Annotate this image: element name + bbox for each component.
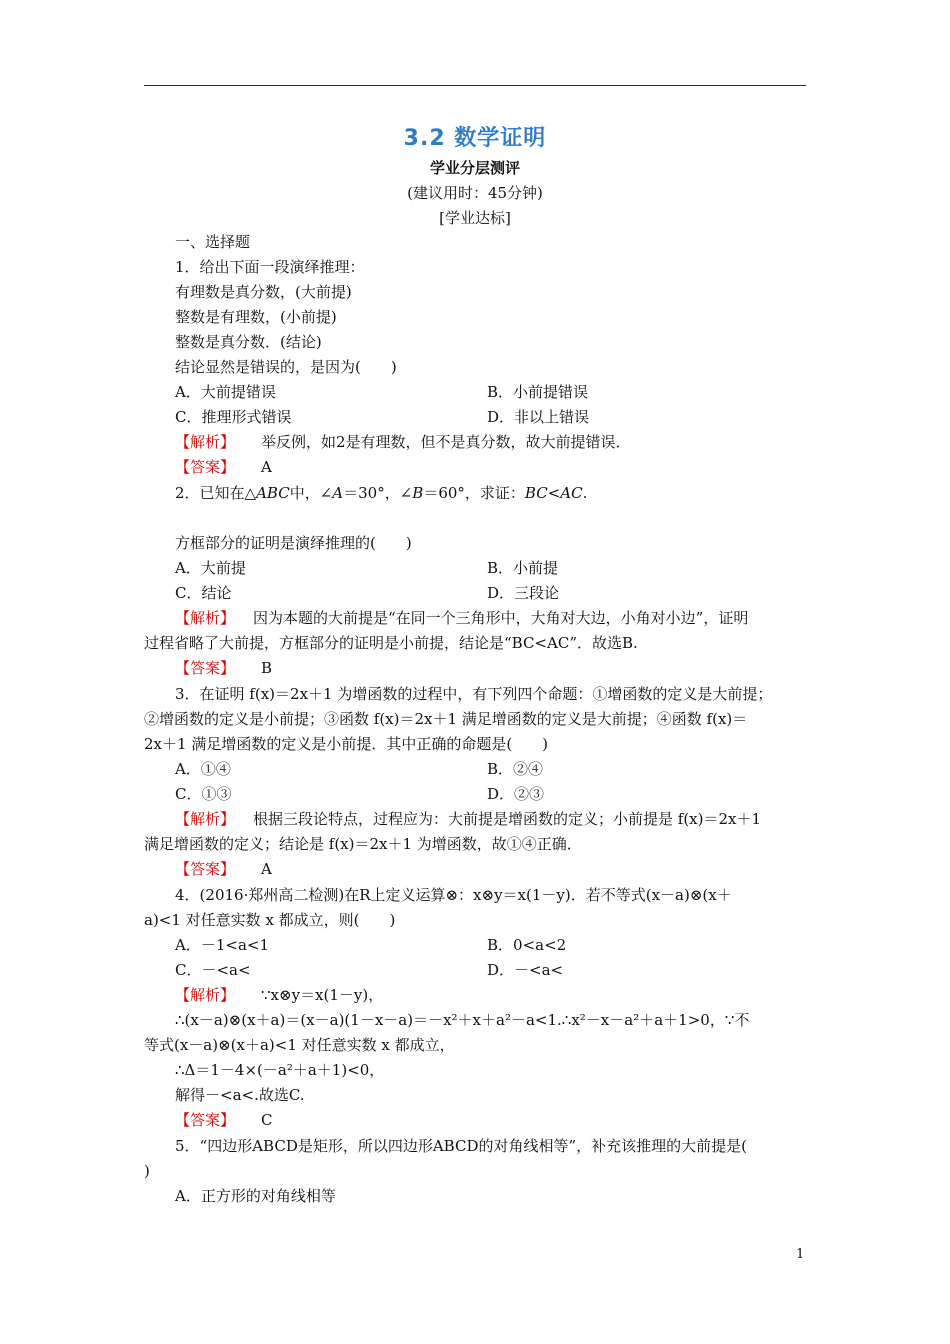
- q4-option-c: C．－<a<: [175, 961, 251, 979]
- q1-answer-tag: 【答案】: [175, 458, 236, 476]
- subtitle: 学业分层测评: [429, 159, 520, 177]
- q2-line-2: 方框部分的证明是演绎推理的( ): [175, 534, 412, 552]
- page-number: 1: [796, 1247, 805, 1262]
- q2-option-c: C．结论: [175, 584, 232, 602]
- q2-analysis-1: 因为本题的大前提是“在同一个三角形中，大角对大边，小角对小边”，证明: [253, 609, 749, 627]
- q1-line-1: 有理数是真分数，(大前提): [175, 283, 352, 301]
- q2-stem-a: A: [332, 484, 344, 502]
- q2-stem: [175, 483, 587, 503]
- q2-answer: B: [261, 659, 273, 677]
- q4-analysis-1: ∵x⊗y＝x(1－y)，: [261, 986, 384, 1004]
- header-rule: [144, 85, 806, 86]
- q1-analysis: 举反例，如2是有理数，但不是真分数，故大前提错误．: [261, 433, 631, 451]
- q2-stem-pre: 2．已知在△: [175, 484, 257, 502]
- q2-stem-b: B: [412, 484, 424, 502]
- section-heading: 一、选择题: [175, 233, 251, 251]
- section-tag: [学业达标]: [439, 209, 511, 227]
- q2-analysis-tag: 【解析】: [175, 609, 236, 627]
- q2-stem-mid3: ＝60°，求证：: [423, 484, 525, 502]
- q3-answer-tag: 【答案】: [175, 860, 236, 878]
- q1-line-4: 结论显然是错误的，是因为( ): [175, 358, 397, 376]
- q2-option-b: B．小前提: [487, 559, 559, 577]
- q4-analysis-3: 等式(x－a)⊗(x＋a)<1 对任意实数 x 都成立，: [144, 1036, 455, 1054]
- q2-option-a: A．大前提: [175, 559, 246, 577]
- q2-stem-lt: <: [547, 484, 561, 502]
- q1-line-2: 整数是有理数，(小前提): [175, 308, 337, 326]
- q2-stem-mid2: ＝30°，∠: [343, 484, 413, 502]
- q3-analysis-tag: 【解析】: [175, 810, 236, 828]
- q2-stem-abc: ABC: [256, 484, 290, 502]
- q5-option-a: A．正方形的对角线相等: [175, 1187, 336, 1205]
- q3-option-d: D．②③: [487, 785, 545, 803]
- q2-answer-tag: 【答案】: [175, 659, 236, 677]
- q4-analysis-5: 解得－<a<.故选C.: [175, 1086, 305, 1104]
- q1-stem: 1．给出下面一段演绎推理：: [175, 258, 365, 276]
- q5-line-2: ): [144, 1162, 150, 1180]
- q4-option-b: B．0<a<2: [487, 936, 567, 954]
- q3-option-a: A．①④: [175, 760, 231, 778]
- q2-option-d: D．三段论: [487, 584, 560, 602]
- q3-line-3: 2x＋1 满足增函数的定义是小前提．其中正确的命题是( ): [144, 735, 549, 753]
- q1-answer: A: [261, 458, 272, 476]
- q2-stem-end: .: [582, 484, 588, 502]
- q4-line-1: 4．(2016·郑州高二检测)在R上定义运算⊗：x⊗y＝x(1－y)．若不等式(x－a)⊗(x＋: [175, 886, 732, 904]
- q4-analysis-4: ∴Δ＝1－4×(－a²＋a＋1)<0，: [175, 1061, 385, 1079]
- q2-stem-bc: BC: [524, 484, 548, 502]
- q1-option-c: C．推理形式错误: [175, 408, 292, 426]
- q2-stem-mid1: 中，∠: [289, 484, 333, 502]
- q4-option-d: D．－<a<: [487, 961, 564, 979]
- q4-analysis-2: ∴(x－a)⊗(x＋a)＝(x－a)(1－x－a)＝－x²＋x＋a²－a<1.∴x²－x－a²＋a＋1>0，∵不: [175, 1011, 750, 1029]
- q3-analysis-1: 根据三段论特点，过程应为：大前提是增函数的定义；小前提是 f(x)＝2x＋1: [253, 810, 762, 828]
- q1-option-d: D．非以上错误: [487, 408, 590, 426]
- q4-answer-tag: 【答案】: [175, 1111, 236, 1129]
- q1-option-a: A．大前提错误: [175, 383, 276, 401]
- time-note: (建议用时：45分钟): [407, 184, 543, 202]
- q4-answer: C: [261, 1111, 273, 1129]
- q3-line-2: ②增函数的定义是小前提；③函数 f(x)＝2x＋1 满足增函数的定义是大前提；④函数 f(x)＝: [144, 710, 748, 728]
- q3-answer: A: [261, 860, 272, 878]
- page-title: 3.2 数学证明: [403, 126, 547, 151]
- q3-analysis-2: 满足增函数的定义；结论是 f(x)＝2x＋1 为增函数，故①④正确．: [144, 835, 582, 853]
- q3-line-1: 3．在证明 f(x)＝2x＋1 为增函数的过程中，有下列四个命题：①增函数的定义是大前提；: [175, 685, 773, 703]
- q3-option-c: C．①③: [175, 785, 232, 803]
- q4-option-a: A．－1<a<1: [175, 936, 269, 954]
- q2-analysis-2: 过程省略了大前提，方框部分的证明是小前提，结论是“BC<AC”．故选B.: [144, 634, 638, 652]
- q4-line-2: a)<1 对任意实数 x 都成立，则( ): [144, 911, 396, 929]
- q2-stem-ac: AC: [560, 484, 583, 502]
- q1-analysis-tag: 【解析】: [175, 433, 236, 451]
- q5-line-1: 5．“四边形ABCD是矩形，所以四边形ABCD的对角线相等”，补充该推理的大前提是(: [175, 1137, 748, 1155]
- q1-option-b: B．小前提错误: [487, 383, 589, 401]
- q3-option-b: B．②④: [487, 760, 544, 778]
- q4-analysis-tag: 【解析】: [175, 986, 236, 1004]
- q1-line-3: 整数是真分数．(结论): [175, 333, 322, 351]
